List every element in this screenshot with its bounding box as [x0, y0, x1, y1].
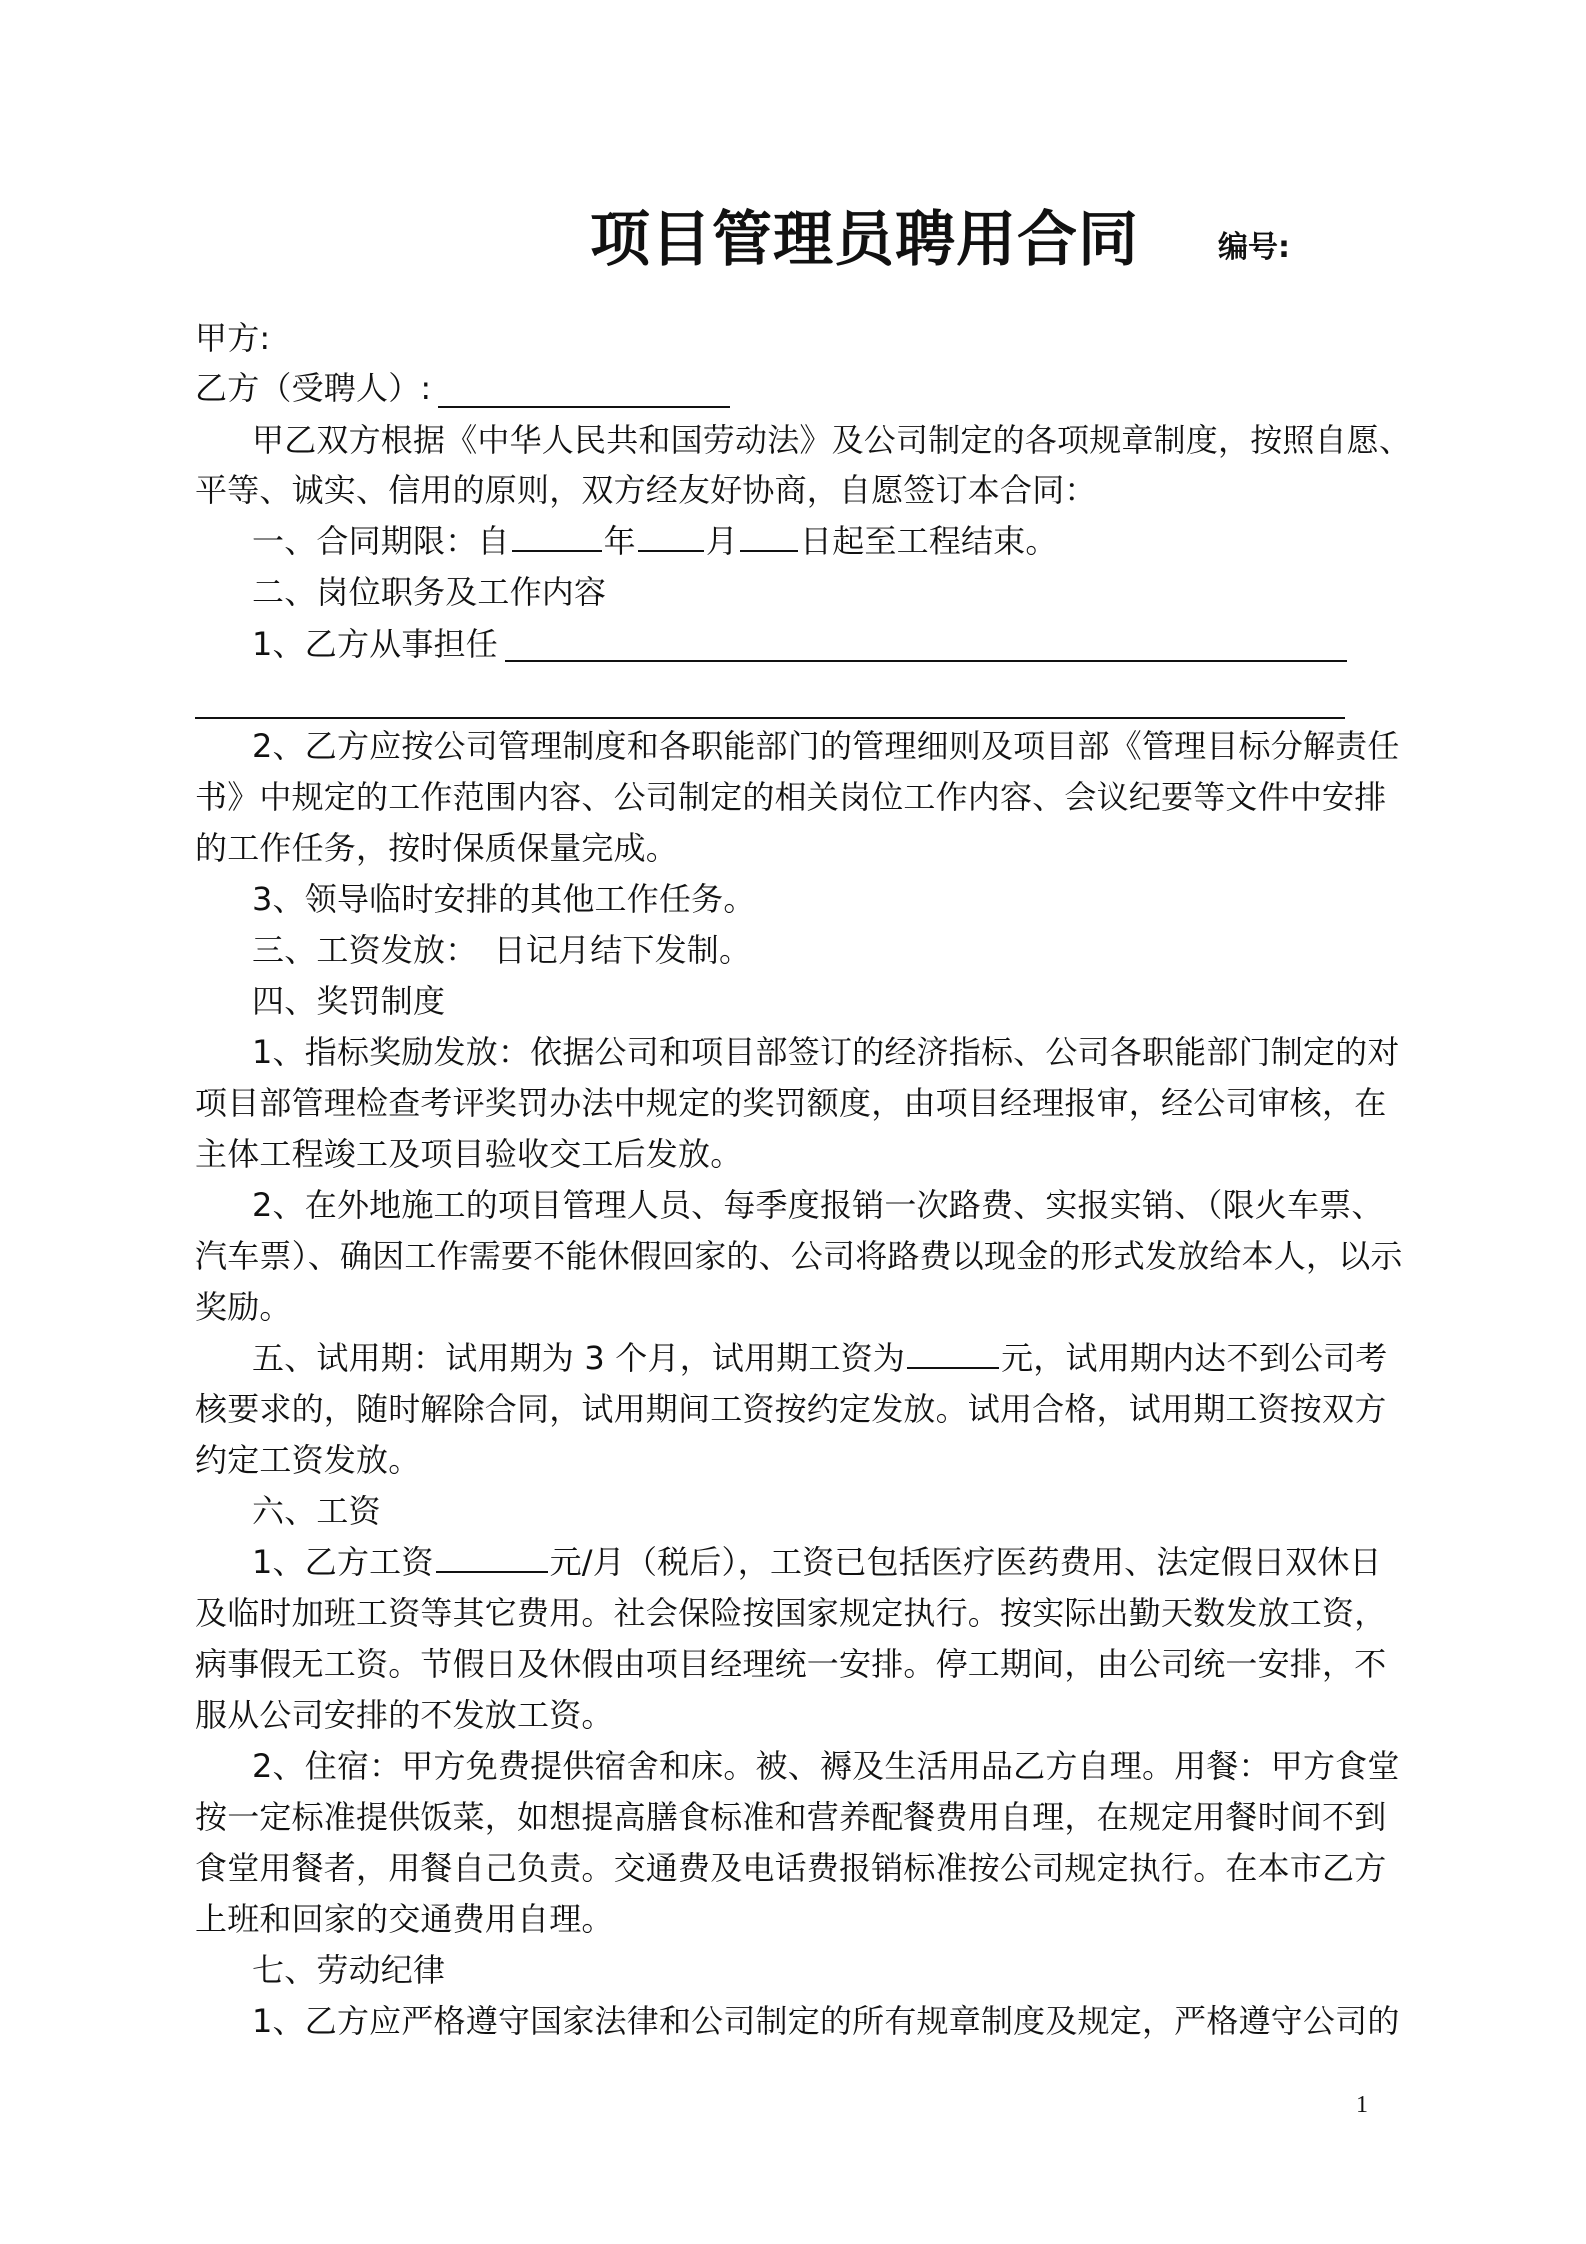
section-6-item-1-line-3: 病事假无工资。节假日及休假由项目经理统一安排。停工期间，由公司统一安排，不 [195, 1645, 1387, 1683]
party-b-label: 乙方（受聘人）: [195, 369, 432, 407]
year-label: 年 [603, 522, 636, 560]
section-4-item-1-line-1: 1、指标奖励发放：依据公司和项目部签订的经济指标、公司各职能部门制定的对 [252, 1033, 1400, 1071]
section-2-item-3: 3、领导临时安排的其他工作任务。 [252, 880, 756, 918]
term-label: 一、合同期限：自 [252, 522, 510, 560]
term-line [252, 519, 1058, 563]
probation-text-start: 五、试用期：试用期为 3 个月，试用期工资为 [252, 1339, 906, 1377]
salary-text-end: 元/月（税后），工资已包括医疗医药费用、法定假日双休日 [549, 1543, 1382, 1581]
section-2-item-2-line-2: 书》中规定的工作范围内容、公司制定的相关岗位工作内容、会议纪要等文件中安排 [195, 778, 1387, 816]
salary-blank [436, 1543, 548, 1573]
probation-text-end: 元，试用期内达不到公司考 [1001, 1339, 1388, 1377]
section-4-item-2-line-2: 汽车票）、确因工作需要不能休假回家的、公司将路费以现金的形式发放给本人，以示 [195, 1237, 1403, 1275]
section-7-heading: 七、劳动纪律 [252, 1951, 446, 1989]
year-blank [512, 522, 602, 552]
section-5-line-1 [252, 1336, 1388, 1380]
section-2-item-2-line-3: 的工作任务，按时保质保量完成。 [195, 829, 679, 867]
term-end-text: 日起至工程结束。 [800, 522, 1058, 560]
section-5-line-3: 约定工资发放。 [195, 1441, 421, 1479]
section-4-item-2-line-1: 2、在外地施工的项目管理人员、每季度报销一次路费、实报实销、（限火车票、 [252, 1186, 1384, 1224]
section-7-item-1-line-1: 1、乙方应严格遵守国家法律和公司制定的所有规章制度及规定，严格遵守公司的 [252, 2002, 1400, 2040]
position-line-1 [505, 660, 1347, 662]
month-label: 月 [705, 522, 739, 560]
party-b-signature-line [438, 406, 730, 408]
section-6-item-2-line-3: 食堂用餐者，用餐自己负责。交通费及电话费报销标准按公司规定执行。在本市乙方 [195, 1849, 1387, 1887]
section-5-line-2: 核要求的，随时解除合同，试用期间工资按约定发放。试用合格，试用期工资按双方 [195, 1390, 1387, 1428]
section-3-heading: 三、工资发放： 日记月结下发制。 [252, 931, 752, 969]
party-a-label: 甲方: [195, 319, 271, 357]
section-6-item-2-line-1: 2、住宿：甲方免费提供宿舍和床。被、褥及生活用品乙方自理。用餐：甲方食堂 [252, 1747, 1400, 1785]
page-number: 1 [1356, 2092, 1368, 2118]
document-title: 项目管理员聘用合同 [590, 205, 1139, 275]
section-4-item-1-line-3: 主体工程竣工及项目验收交工后发放。 [195, 1135, 743, 1173]
salary-text-start: 1、乙方工资 [252, 1543, 434, 1581]
serial-number-label: 编号: [1218, 230, 1290, 265]
section-6-item-1-line-1 [252, 1540, 1382, 1584]
section-6-item-1-line-2: 及临时加班工资等其它费用。社会保险按国家规定执行。按实际出勤天数发放工资， [195, 1594, 1387, 1632]
month-blank [638, 522, 704, 552]
section-6-item-2-line-4: 上班和回家的交通费用自理。 [195, 1900, 614, 1938]
section-6-item-2-line-2: 按一定标准提供饭菜，如想提高膳食标准和营养配餐费用自理，在规定用餐时间不到 [195, 1798, 1387, 1836]
position-line-2 [195, 717, 1345, 719]
preamble-line-1: 甲乙双方根据《中华人民共和国劳动法》及公司制定的各项规章制度，按照自愿、 [252, 421, 1412, 459]
section-4-item-2-line-3: 奖励。 [195, 1288, 292, 1326]
preamble-line-2: 平等、诚实、信用的原则，双方经友好协商，自愿签订本合同： [195, 471, 1097, 509]
probation-salary-blank [907, 1339, 999, 1369]
section-2-item-1: 1、乙方从事担任 [252, 625, 498, 663]
section-4-item-1-line-2: 项目部管理检查考评奖罚办法中规定的奖罚额度，由项目经理报审，经公司审核，在 [195, 1084, 1387, 1122]
section-6-heading: 六、工资 [252, 1492, 381, 1530]
section-2-heading: 二、岗位职务及工作内容 [252, 573, 607, 611]
section-6-item-1-line-4: 服从公司安排的不发放工资。 [195, 1696, 614, 1734]
day-blank [740, 522, 798, 552]
section-2-item-2-line-1: 2、乙方应按公司管理制度和各职能部门的管理细则及项目部《管理目标分解责任 [252, 727, 1400, 765]
section-4-heading: 四、奖罚制度 [252, 982, 446, 1020]
